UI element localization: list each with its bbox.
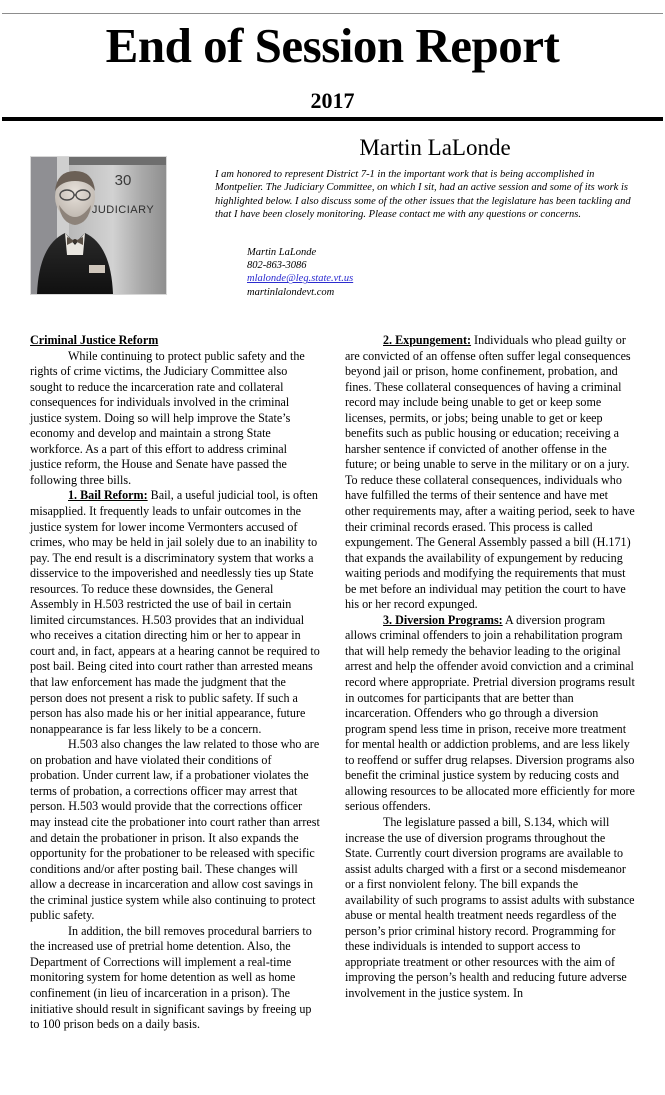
representative-photo bbox=[30, 156, 167, 295]
paragraph-probation-changes: H.503 also changes the law related to those who are on probation and have violated their conditions of probation. Under current law, if a probationer violates the terms of probation, a corrections officer may arrest that person. H.503 would provide that the corrections officer may instead cite the probationer into court rather than arrest and detain the probationer in prison. It also expands the opportunity for the probationer to be released with specific conditions and/or after posting bail. These changes will allow a decrease in incarceration and allow cost savings in the criminal justice system while also continuing to protect public safety. bbox=[30, 737, 320, 923]
paragraph-expungement bbox=[345, 333, 635, 613]
photo-image bbox=[31, 157, 166, 294]
page-title: End of Session Report bbox=[105, 18, 560, 73]
paragraph-criminal-justice-intro: While continuing to protect public safety and the rights of crime victims, the Judiciary Committee also sought to reduce the incarceration rate and collateral consequences for individuals involved in the criminal justice system. Doing so will help improve the State’s economy and develop and maintain a strong State workforce. As a part of this effort to address criminal justice reform, the House and Senate have passed the following three bills. bbox=[30, 348, 305, 487]
article-columns bbox=[0, 333, 665, 1095]
paragraph-expungement-text: Individuals who plead guilty or are convicted of an offense often suffer legal consequences beyond jail or prison, home confinement, probation, and fines. These collateral consequences of having a criminal record may include being unable to get or keep some licenses, permits, or jobs; being unable to get or keep benefits such as public housing or education; receiving a harsher sentence if convicted of another offense in the future; or being unable to serve in the military or on a jury. To reduce these collateral consequences, individuals who have fulfilled the terms of their sentence and have met other requirements may, after a waiting period, seek to have their criminal records erased. This process is called expungement. The General Assembly passed a bill (H.171) that expands the availability of expungement by reducing waiting periods and modifying the requirements that must be met before an individual may petition the court to have his or her record expunged. bbox=[345, 333, 635, 612]
contact-phone: 802-863-3086 bbox=[247, 260, 307, 272]
column-left bbox=[30, 333, 320, 1033]
paragraph-diversion-legislation: The legislature passed a bill, S.134, which will increase the use of diversion programs throughout the State. Currently court diversion programs are available to assist adults charged with a first or a second misdemeanor or a first nonviolent felony. The bill expands the availability of such programs to assist adults with substance abuse or mental health treatment needs regardless of the person’s prior criminal history record. Programming for these individuals is intended to support access to appropriate treatment or other resources with the aim of improving the person’s health and reducing future adverse involvement in the justice system. In bbox=[345, 814, 635, 1000]
paragraph-home-detention: In addition, the bill removes procedural barriers to the increased use of pretrial home detention. Also, the Department of Corrections will implement a real-time monitoring system for home detention as well as home confinement (in lieu of incarceration in a prison). The initiative should result in significant savings by freeing up to 100 prison beds on a daily basis. bbox=[30, 923, 312, 1032]
representative-name: Martin LaLonde bbox=[359, 135, 511, 160]
section-heading-criminal-justice-reform: Criminal Justice Reform bbox=[30, 333, 159, 347]
contact-email-link[interactable]: mlalonde@leg.state.vt.us bbox=[247, 273, 354, 285]
header-block bbox=[0, 126, 665, 326]
paragraph-bail-reform-text: Bail, a useful judicial tool, is often misapplied. It frequently leads to unfair outcomes in the justice system for lower income Vermonters accused of crimes, who may be held in jail solely due to an inability to pay. The end result is a discriminatory system that works a disservice to the impoverished and needlessly ties up State resources. To reduce these downsides, the General Assembly in H.503 restricted the use of bail in certain limited circumstances. H.503 provides that an individual who receives a citation directing him or her to appear in court and, in fact, appears at a hearing cannot be required to post bail. Being cited into court rather than arrested means that law enforcement has made the judgment that the person does not present a risk to public safety. If such a person has also made his or her initial appearance, future nonappearance is far less likely to be a concern. bbox=[30, 488, 320, 736]
contact-website: martinlalondevt.com bbox=[247, 286, 335, 298]
subsection-label-expungement: 2. Expungement: bbox=[383, 333, 472, 347]
contact-block bbox=[247, 246, 547, 299]
contact-name: Martin LaLonde bbox=[247, 247, 317, 258]
introduction-letter: I am honored to represent District 7-1 in the important work that is being accomplished in Montpelier. The Judiciary Committee, on which I sit, had an active session and some of its work is highlighted below. I also discuss some of the other issues that the legislature has been tackling and that I have been closely monitoring. Please contact me with any questions or concerns. bbox=[215, 169, 631, 221]
photo-sign-number: 30 bbox=[114, 172, 132, 189]
column-right bbox=[345, 333, 635, 1002]
paragraph-diversion-programs-text: A diversion program allows criminal offenders to join a rehabilitation program that will help remedy the behavior leading to the original arrest and help the offender avoid conviction and a criminal record where appropriate. Pretrial diversion programs result in outcomes for participants that are better than incarceration. Offenders who go through a diversion program spend less time in prison, receive more treatment for mental health or addiction problems, and are less likely to reoffend or suffer drug relapses. Diversion programs also benefit the criminal justice system by reducing costs and allowing resources to be allocated more efficiently for more serious offenders. bbox=[345, 612, 635, 814]
subsection-label-bail-reform: 1. Bail Reform: bbox=[68, 488, 148, 503]
paragraph-bail-reform bbox=[30, 488, 320, 737]
masthead-top-rule bbox=[2, 13, 663, 14]
report-year: 2017 bbox=[310, 88, 355, 113]
masthead-bottom-rule bbox=[2, 117, 663, 121]
photo-sign-label: JUDICIARY bbox=[91, 204, 155, 216]
paragraph-diversion-programs bbox=[345, 613, 635, 815]
subsection-label-diversion-programs: 3. Diversion Programs: bbox=[383, 612, 503, 627]
